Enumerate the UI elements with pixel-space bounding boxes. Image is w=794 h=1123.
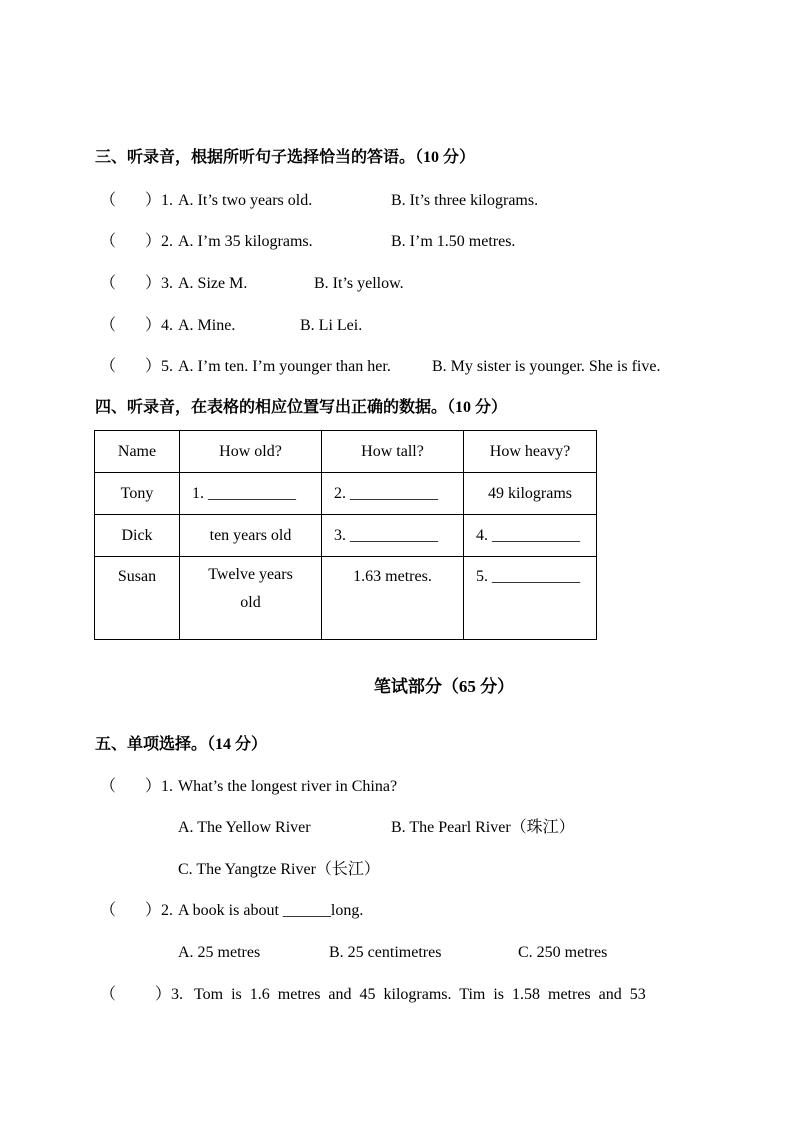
option-a: A. I’m ten. I’m younger than her. <box>178 358 391 375</box>
blank-5[interactable]: 5. ___________ <box>464 557 597 640</box>
item-number: ）1. <box>145 192 174 209</box>
table-cell: Susan <box>95 557 180 640</box>
section5-heading: 五、单项选择。（14 分） <box>95 736 268 753</box>
option-a: A. 25 metres <box>178 944 261 961</box>
table-cell: 49 kilograms <box>464 473 597 515</box>
answer-paren[interactable]: （ <box>100 275 117 292</box>
item-number: ）5. <box>145 358 174 375</box>
table-row <box>95 515 597 557</box>
table-cell: Twelve years old <box>180 557 322 640</box>
option-c: C. 250 metres <box>518 944 608 961</box>
item-number: ）3. <box>145 275 174 292</box>
section4-heading: 四、听录音，在表格的相应位置写出正确的数据。（10 分） <box>95 399 508 416</box>
question-text: Tom is 1.6 metres and 45 kilograms. Tim is 1.58 metres and 53 <box>194 986 646 1003</box>
section3-heading: 三、听录音，根据所听句子选择恰当的答语。（10 分） <box>95 149 476 166</box>
option-b: B. My sister is younger. She is five. <box>432 358 661 375</box>
column-header: Name <box>95 431 180 473</box>
table-cell: Tony <box>95 473 180 515</box>
column-header: How old? <box>180 431 322 473</box>
blank-2[interactable]: 2. ___________ <box>322 473 464 515</box>
option-c: C. The Yangtze River（长江） <box>178 861 380 878</box>
answer-paren[interactable]: （ <box>100 902 117 919</box>
question-text: A book is about ______long. <box>178 902 364 919</box>
option-b: B. It’s three kilograms. <box>391 192 539 209</box>
table-cell: 1.63 metres. <box>322 557 464 640</box>
option-b: B. The Pearl River（珠江） <box>391 819 575 836</box>
answer-paren[interactable]: （ <box>100 358 117 375</box>
option-a: A. I’m 35 kilograms. <box>178 233 313 250</box>
item-number: ）3. <box>155 986 184 1003</box>
question-text: What’s the longest river in China? <box>178 778 398 795</box>
option-a: A. It’s two years old. <box>178 192 313 209</box>
column-header: How tall? <box>322 431 464 473</box>
blank-4[interactable]: 4. ___________ <box>464 515 597 557</box>
item-number: ）2. <box>145 233 174 250</box>
answer-paren[interactable]: （ <box>100 317 117 334</box>
table-row <box>95 473 597 515</box>
answer-paren[interactable]: （ <box>100 233 117 250</box>
item-number: ）4. <box>145 317 174 334</box>
option-b: B. 25 centimetres <box>329 944 442 961</box>
option-b: B. Li Lei. <box>300 317 363 334</box>
table-cell: Dick <box>95 515 180 557</box>
answer-paren[interactable]: （ <box>100 986 117 1003</box>
blank-1[interactable]: 1. ___________ <box>180 473 322 515</box>
column-header: How heavy? <box>464 431 597 473</box>
item-number: ）2. <box>145 902 174 919</box>
option-b: B. I’m 1.50 metres. <box>391 233 516 250</box>
table-cell: ten years old <box>180 515 322 557</box>
item-number: ）1. <box>145 778 174 795</box>
blank-3[interactable]: 3. ___________ <box>322 515 464 557</box>
table-row <box>95 557 597 640</box>
option-a: A. Mine. <box>178 317 236 334</box>
table-header-row <box>95 431 597 473</box>
answer-paren[interactable]: （ <box>100 778 117 795</box>
option-a: A. Size M. <box>178 275 248 292</box>
written-section-title: 笔试部分（65 分） <box>373 677 515 696</box>
data-table <box>94 430 596 639</box>
option-a: A. The Yellow River <box>178 819 311 836</box>
option-b: B. It’s yellow. <box>314 275 404 292</box>
answer-paren[interactable]: （ <box>100 192 117 209</box>
